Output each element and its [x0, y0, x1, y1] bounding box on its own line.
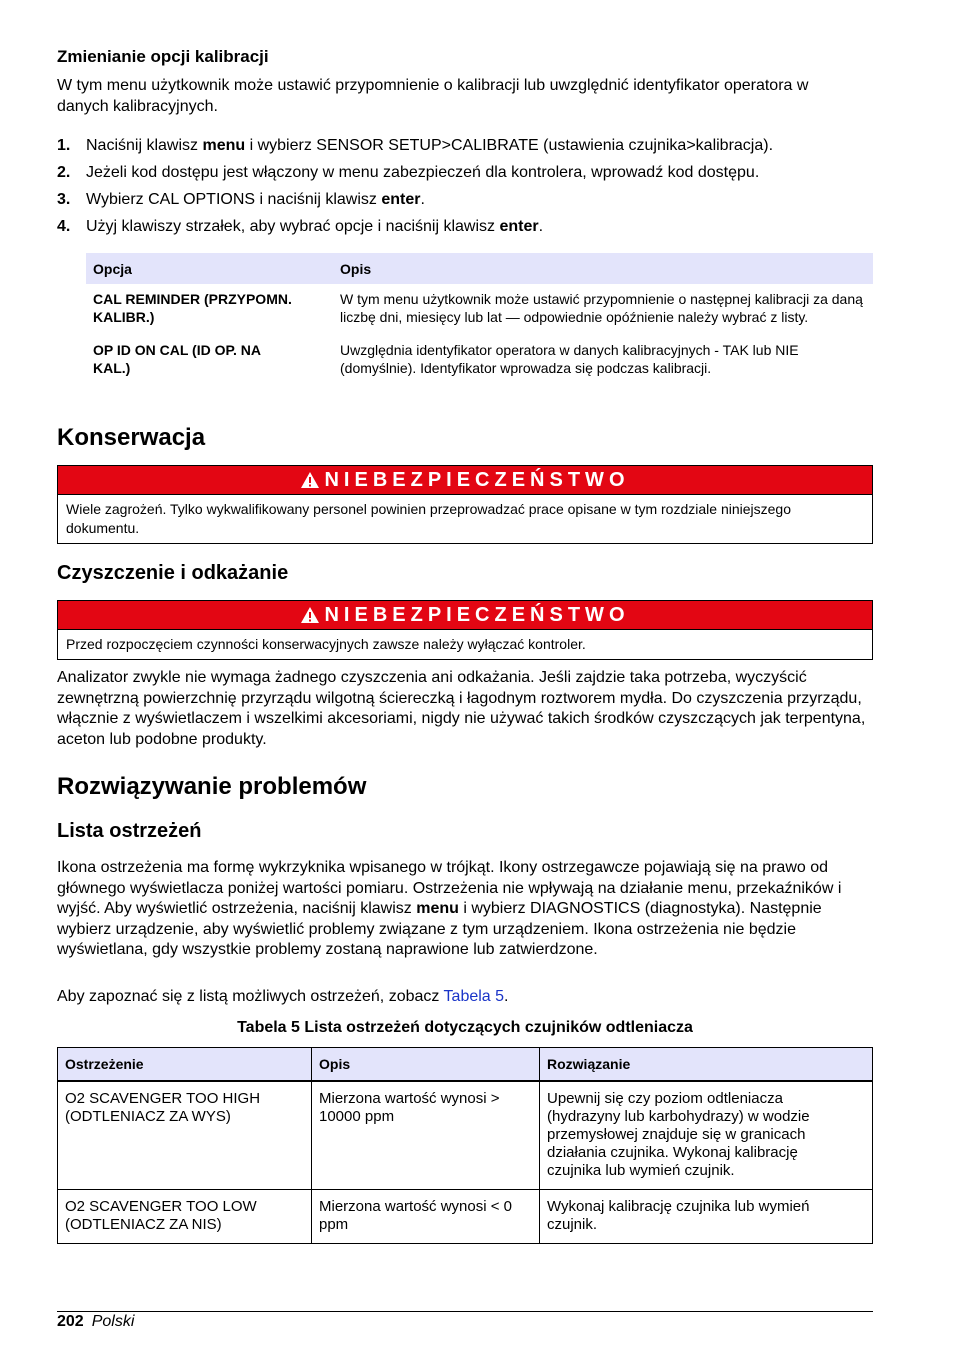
- maintenance-heading: Konserwacja: [57, 424, 206, 451]
- step-item: 2. Jeżeli kod dostępu jest włączony w menu zabezpieczeń dla kontrolera, wprowadź kod dostępu.: [57, 164, 760, 181]
- table-cell: Upewnij się czy poziom odtleniacza (hydrazyny lub karbohydrazy) w wodzie przemysłowej znajduje się w granicach działania czujnika. Wykonaj kalibrację czujnika lub wymień czujnik.: [540, 1081, 873, 1190]
- page-number: 202: [57, 1313, 84, 1330]
- calibration-options-heading: Zmienianie opcji kalibracji: [57, 47, 269, 66]
- table-caption: Tabela 5 Lista ostrzeżeń dotyczących czujników odtleniacza: [237, 1019, 693, 1036]
- footer-divider: [57, 1311, 873, 1312]
- column-header: Opis: [333, 253, 873, 284]
- table-reference-paragraph: Aby zapoznać się z listą możliwych ostrzeżeń, zobacz Tabela 5.: [57, 988, 509, 1005]
- table-cell: Mierzona wartość wynosi > 10000 ppm: [312, 1081, 540, 1190]
- warnings-paragraph: Ikona ostrzeżenia ma formę wykrzyknika wpisanego w trójkąt. Ikony ostrzegawcze pojawiają się na prawo od głównego wyświetlacza poniżej wartości pomiaru. Ostrzeżenia nie wpływają na działanie menu, przekaźników i wyjść. Aby wyświetlić ostrzeżenia, naciśnij klawisz menu i wybierz DIAGNOSTICS (diagnostyka). Następnie wybierz urządzenie, aby wyświetlić problemy związane z tym urządzeniem. Ikona ostrzeżenia nie będzie wyświetlana, gdy wszystkie problemy zostaną naprawione lub zatwierdzone.: [57, 859, 842, 958]
- column-header: Ostrzeżenie: [58, 1048, 312, 1082]
- table-cell: Uwzględnia identyfikator operatora w danych kalibracyjnych - TAK lub NIE (domyślnie). Identyfikator wprowadza się podczas kalibracji.: [340, 342, 799, 376]
- cleaning-paragraph: Analizator zwykle nie wymaga żadnego czyszczenia ani odkażania. Jeśli zajdzie taka potrzeba, wyczyścić zewnętrzną powierzchnię przyrządu wilgotną ściereczką i łagodnym roztworem mydła. Do czyszczenia przyrządu, włącznie z wyświetlaczem i wszelkimi akcesoriami, nigdy nie używać takich środków czyszczących jak terpentyna, aceton lub podobne produkty.: [57, 669, 866, 748]
- table-row: [58, 1081, 873, 1190]
- danger-label: NIEBEZPIECZEŃSTWO: [324, 604, 630, 626]
- table-cell: CAL REMINDER (PRZYPOMN. KALIBR.): [93, 291, 292, 325]
- calibration-steps: [57, 136, 873, 244]
- step-item: 4. Użyj klawiszy strzałek, aby wybrać opcje i naciśnij klawisz enter.: [57, 218, 544, 235]
- calibration-options-table: [86, 253, 873, 377]
- table-cell: O2 SCAVENGER TOO HIGH (ODTLENIACZ ZA WYS): [58, 1081, 312, 1190]
- danger-message: Wiele zagrożeń. Tylko wykwalifikowany personel powinien przeprowadzać prace opisane w tym rozdziale niniejszego dokumentu.: [66, 501, 791, 536]
- table-cell: OP ID ON CAL (ID OP. NA KAL.): [93, 342, 261, 376]
- warning-triangle-icon: [300, 471, 320, 489]
- table-row: [58, 1190, 873, 1244]
- table-cell: O2 SCAVENGER TOO LOW (ODTLENIACZ ZA NIS): [58, 1190, 312, 1244]
- danger-bar: [58, 466, 872, 495]
- warning-triangle-icon: [300, 606, 320, 624]
- warnings-list-heading: Lista ostrzeżeń: [57, 820, 202, 842]
- warnings-table: [57, 1047, 873, 1244]
- cleaning-heading: Czyszczenie i odkażanie: [57, 562, 289, 584]
- table-5-link[interactable]: Tabela 5: [443, 988, 505, 1005]
- footer-language: Polski: [91, 1313, 135, 1330]
- table-cell: Mierzona wartość wynosi < 0 ppm: [312, 1190, 540, 1244]
- danger-box: [57, 600, 873, 660]
- table-header-row: [86, 253, 873, 284]
- danger-label: NIEBEZPIECZEŃSTWO: [324, 469, 630, 491]
- step-item: 1. Naciśnij klawisz menu i wybierz SENSOR SETUP>CALIBRATE (ustawienia czujnika>kalibracja).: [57, 137, 774, 154]
- table-cell: W tym menu użytkownik może ustawić przypomnienie o następnej kalibracji za daną liczbę dni, miesięcy lub lat — odpowiednie opóźnienie należy wybrać z listy.: [340, 291, 863, 325]
- step-item: 3. Wybierz CAL OPTIONS i naciśnij klawisz enter.: [57, 191, 425, 208]
- column-header: Rozwiązanie: [540, 1048, 873, 1082]
- calibration-intro: W tym menu użytkownik może ustawić przypomnienie o kalibracji lub uwzględnić identyfikator operatora w danych kalibracyjnych.: [57, 77, 809, 115]
- page-footer: [57, 1313, 134, 1331]
- danger-box: [57, 465, 873, 544]
- table-header-row: [58, 1048, 873, 1082]
- table-row: [86, 284, 873, 341]
- danger-bar: [58, 601, 872, 630]
- column-header: Opis: [312, 1048, 540, 1082]
- troubleshooting-heading: Rozwiązywanie problemów: [57, 773, 367, 800]
- danger-message: Przed rozpoczęciem czynności konserwacyjnych zawsze należy wyłączać kontroler.: [66, 636, 586, 652]
- table-row: [86, 341, 873, 377]
- table-cell: Wykonaj kalibrację czujnika lub wymień czujnik.: [540, 1190, 873, 1244]
- column-header: Opcja: [86, 253, 333, 284]
